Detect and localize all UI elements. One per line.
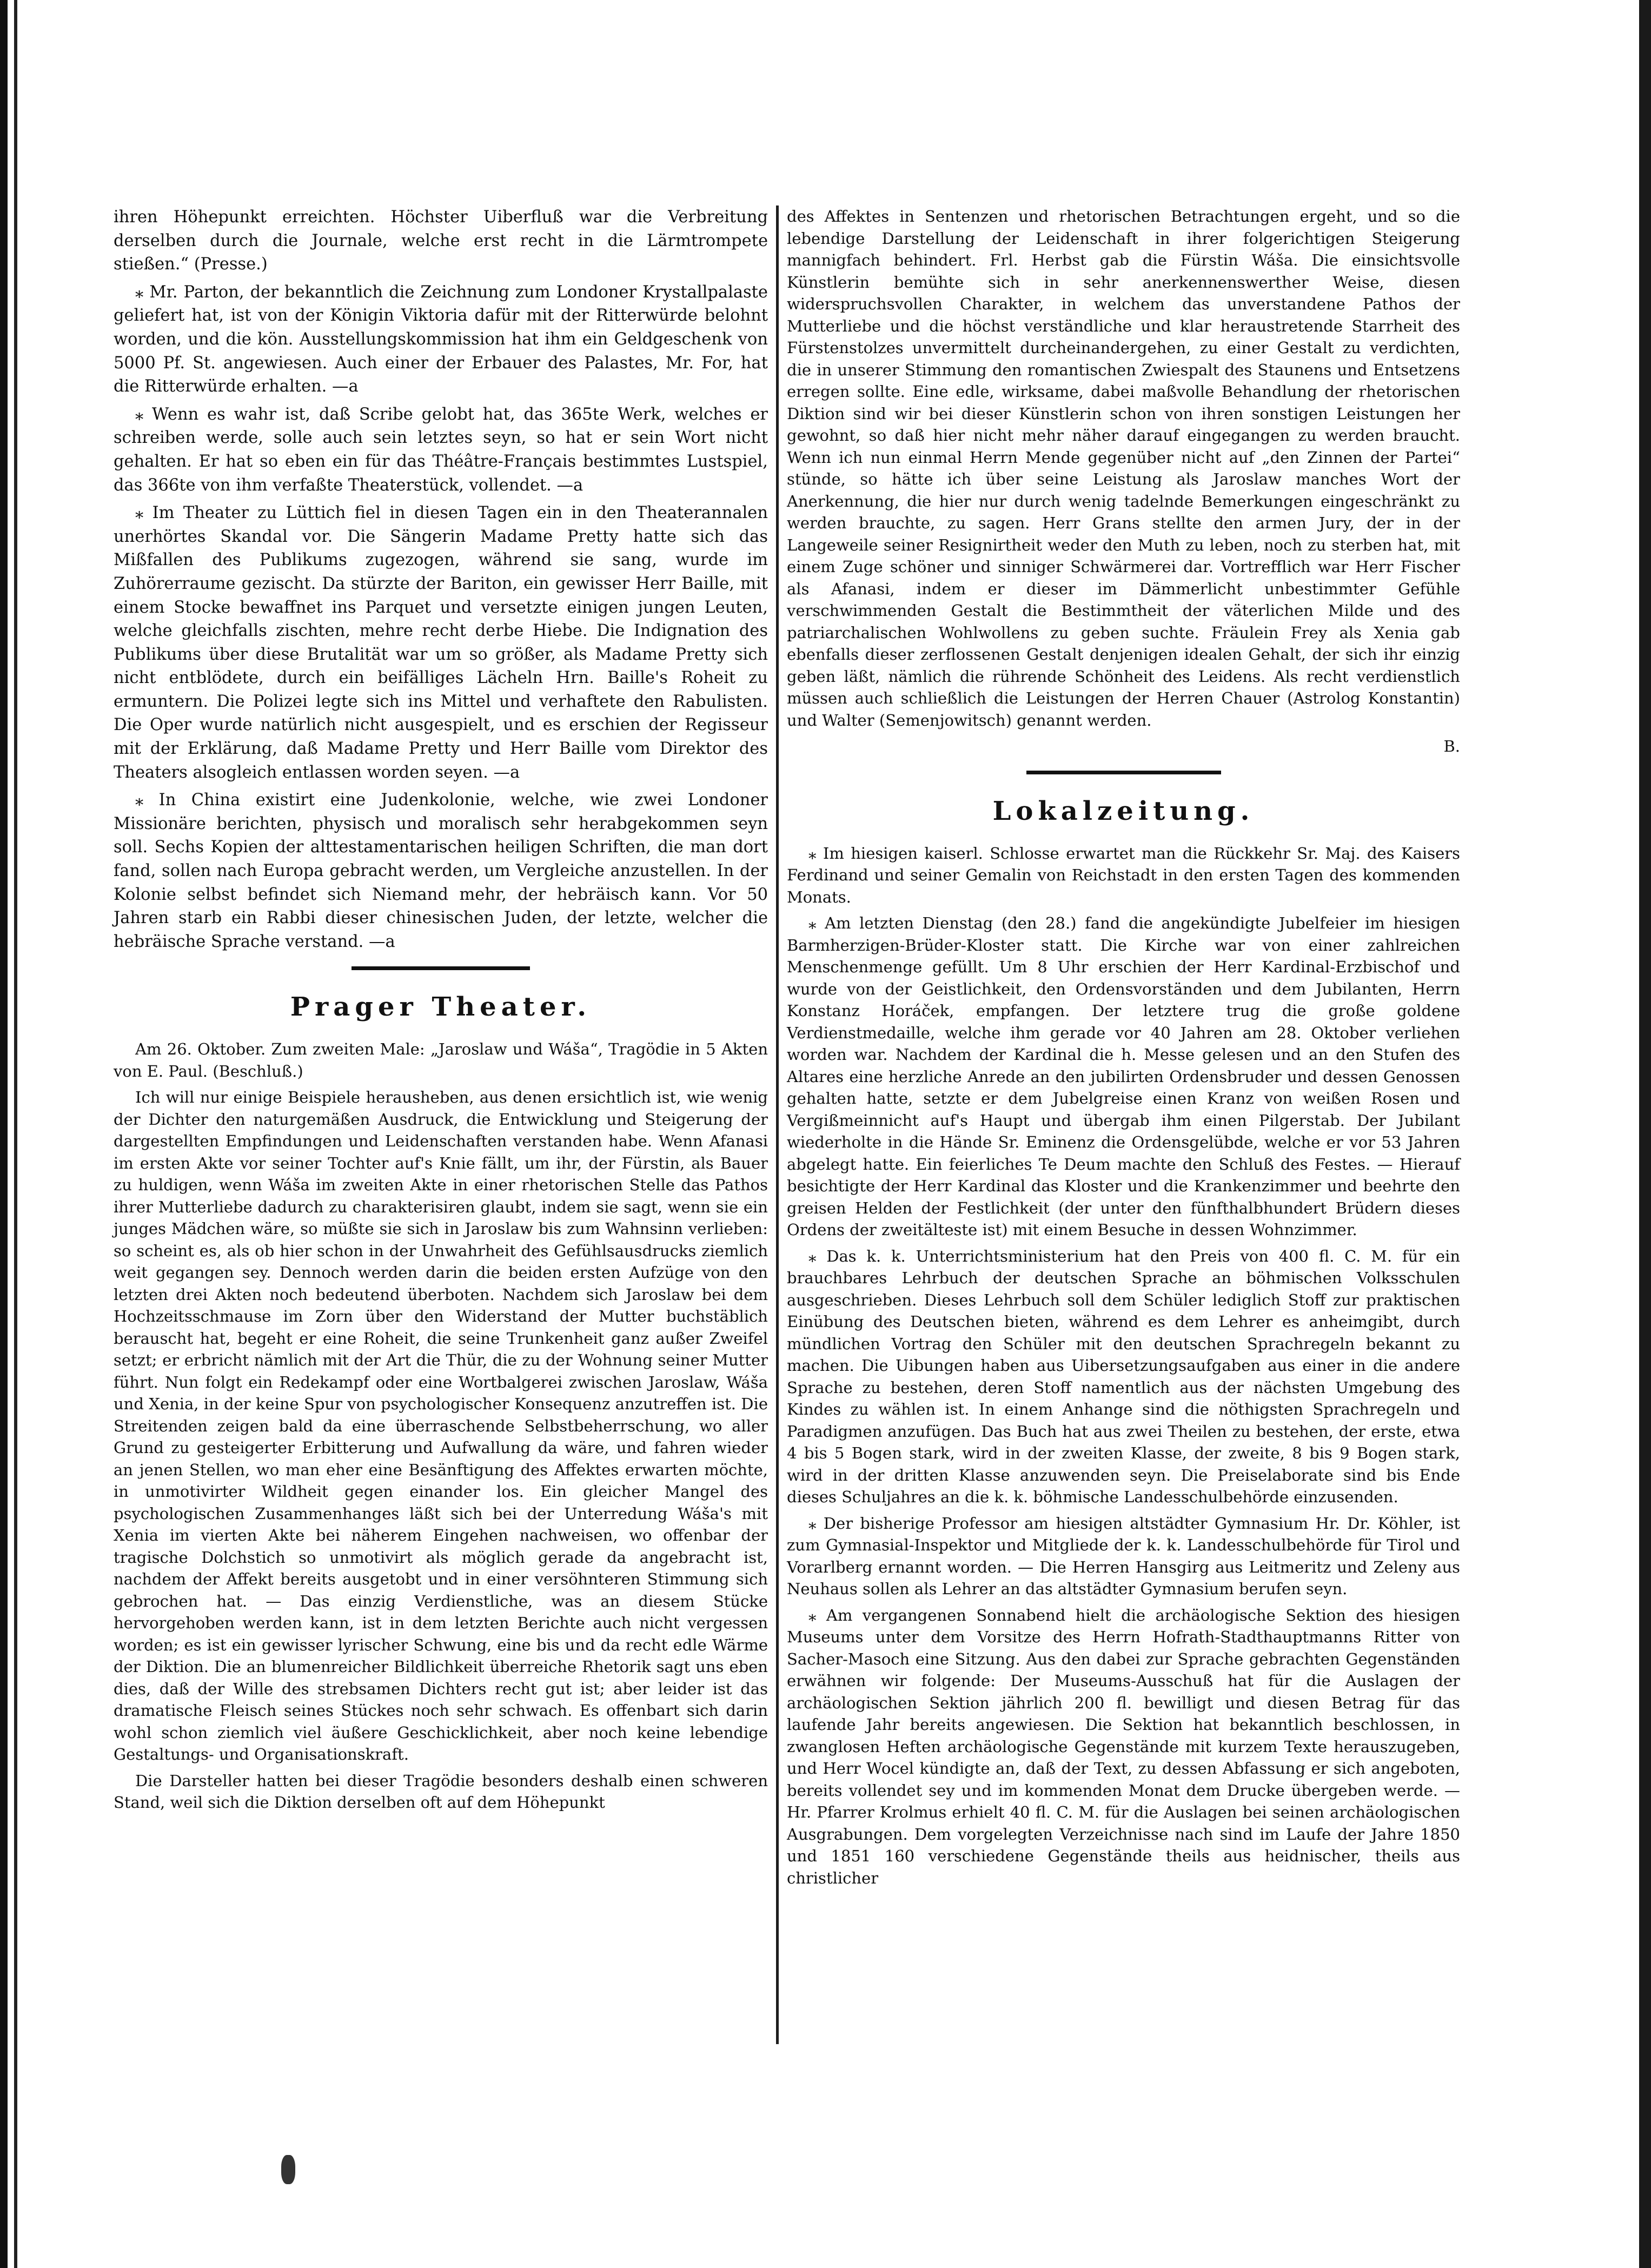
local-news-item: ⁎ Am letzten Dienstag (den 28.) fand die angekündigte Jubelfeier im hiesigen Barmherzigen-Brüder-Kloster statt. Die Kirche war von einer zahlreichen Menschenmenge gefüllt. Um 8 Uhr erschien der Herr Kardinal-Erzbischof und wurde von der Geistlichkeit, den Ordensvorständen und dem Jubilanten, Herrn Konstanz Horáček, empfangen. Der letztere trug die große goldene Verdienstmedaille, welche ihm gerade vor 40 Jahren am 28. Oktober verliehen worden war. Nachdem der Kardinal die h. Messe gelesen und an den Stufen des Altares eine herzliche Anrede an den jubilirten Ordensbruder und dessen Genossen gehalten hatte, setzte er dem Jubelgreise einen Kranz von weißen Rosen und Vergißmeinnicht auf's Haupt und übergab ihm einen Pilgerstab. Der Jubilant wiederholte in die Hände Sr. Eminenz die Ordensgelübde, welche er vor 53 Jahren abgelegt hatte. Ein feierliches Te Deum machte den Schluß des Festes. — Hierauf besichtigte der Herr Kardinal das Kloster und die Krankenzimmer und beehrte den greisen Helden der Festlichkeit (der unter den fünfthalbhundert Brüdern dieses Ordens der zweitälteste ist) mit einem Besuche in dessen Wohnzimmer. [787, 914, 1460, 1239]
section-title-prager-theater: Prager Theater. [290, 992, 592, 1023]
local-news-item: ⁎ Im hiesigen kaiserl. Schlosse erwartet man die Rückkehr Sr. Maj. des Kaisers Ferdinand und seiner Gemalin von Reichstadt in den ersten Tagen des kommenden Monats. [787, 844, 1460, 906]
scan-edge-left [0, 0, 8, 2268]
section-title-lokalzeitung: Lokalzeitung. [992, 795, 1255, 826]
local-news-item: ⁎ Das k. k. Unterrichtsministerium hat den Preis von 400 fl. C. M. für ein brauchbares Lehrbuch der deutschen Sprache an böhmischen Volksschulen ausgeschrieben. Dieses Lehrbuch soll dem Schüler lediglich Stoff zur praktischen Einübung des Deutschen bieten, während es dem Lehrer es anheimgibt, durch mündlichen Vortrag den Schüler mit den deutschen Sprachregeln bekannt zu machen. Die Uibungen haben aus Uibersetzungsaufgaben aus einer in die andere Sprache zu bestehen, deren Stoff namentlich aus der nächsten Umgebung des Kindes zu wählen ist. In einem Anhange sind die nöthigsten Sprachregeln und Paradigmen anzufügen. Das Buch hat aus zwei Theilen zu bestehen, der erste, etwa 4 bis 5 Bogen stark, wird in der zweiten Klasse, der zweite, 8 bis 9 Bogen stark, wird in der dritten Klasse anzuwenden seyn. Die Preiselaborate sind bis Ende dieses Schuljahres an die k. k. böhmische Landesschulbehörde einzusenden. [787, 1246, 1460, 1506]
theater-paragraph: Ich will nur einige Beispiele herausheben, aus denen ersichtlich ist, wie wenig der Dichter den naturgemäßen Ausdruck, die Entwicklung und Steigerung der dargestellten Empfindungen und Leidenschaften verstanden habe. Wenn Afanasi im ersten Akte vor seiner Tochter auf's Knie fällt, um ihr, der Fürstin, als Bauer zu huldigen, wenn Wáša im zweiten Akte in einer rhetorischen Stelle das Pathos ihrer Mutterliebe dadurch zu charakterisiren glaubt, indem sie sagt, wenn sie ein junges Mädchen wäre, so müßte sie sich in Jaroslaw bis zum Wahnsinn verlieben: so scheint es, als ob hier schon in der Unwahrheit des Gefühlsausdrucks ziemlich weit gegangen sey. Dennoch werden darin die beiden ersten Aufzüge von den letzten drei Akten noch bedeutend überboten. Nachdem sich Jaroslaw bei dem Hochzeitsschmause im Zorn über den Widerstand der Mutter buchstäblich berauscht hat, begeht er eine Roheit, die seine Trunkenheit ganz außer Zweifel setzt; er erbricht nämlich mit der Art die Thür, die zu der Wohnung seiner Mutter führt. Nun folgt ein Redekampf oder eine Wortbalgerei zwischen Jaroslaw, Wáša und Xenia, in der keine Spur von psychologischer Konsequenz anzutreffen ist. Die Streitenden zeigen bald da eine überraschende Selbstbeherrschung, wo aller Grund zu gesteigerter Erbitterung und Aufwallung da wäre, und fahren wieder an jenen Stellen, wo man eher eine Besänftigung des Affektes erwarten möchte, in unmotivirter Wildheit gegen einander los. Ein gleicher Mangel des psychologischen Zusammenhanges läßt sich bei der Unterredung Wáša's mit Xenia im vierten Akte bei näherem Eingehen nachweisen, wo offenbar der tragische Dolchstich so unmotivirt als möglich gerade da angebracht ist, nachdem der Affekt bereits ausgetobt und in einer versöhnteren Stimmung sich gebrochen hat. — Das einzig Verdienstliche, was an diesem Stücke hervorgehoben werden kann, ist in dem letzten Berichte auch nicht vergessen worden; es ist ein gewisser lyrischer Schwung, eine bis und da recht edle Wärme der Diktion. Die an blumenreicher Bildlichkeit überreiche Rhetorik sagt uns eben dies, daß der Wille des strebsamen Dichters recht gut ist; aber leider ist das dramatische Fleisch seines Stückes noch sehr schwach. Es offenbart sich darin wohl schon ziemlich viel äußere Geschicklichkeit, aber noch keine lebendige Gestaltungs- und Organisationskraft. [114, 1088, 768, 1764]
article-paragraph: ⁎ Wenn es wahr ist, daß Scribe gelobt hat, das 365te Werk, welches er schreiben werde, solle auch sein letztes seyn, so hat er sein Wort nicht gehalten. Er hat so eben ein für das Théâtre-Français bestimmtes Lustspiel, das 366te von ihm verfaßte Theaterstück, vollendet. —a [114, 404, 768, 495]
theater-intro: Am 26. Oktober. Zum zweiten Male: „Jaroslaw und Wáša“, Tragödie in 5 Akten von E. Paul. (Beschluß.) [114, 1040, 768, 1080]
scan-edge-left-inner [14, 0, 17, 2268]
theater-continuation: des Affektes in Sentenzen und rhetorischen Betrachtungen ergeht, und so die lebendige Darstellung der Leidenschaft in ihrer folgerichtigen Steigerung mannigfach behindert. Frl. Herbst gab die Fürstin Wáša. Die einsichtsvolle Künstlerin bemühte sich in sehr anerkennenswerther Weise, diesen widerspruchsvollen Charakter, in welchem das unverstandene Pathos der Mutterliebe und die höchst verständliche und klar heraustretende Starrheit des Fürstenstolzes unvermittelt durcheinandergehen, zu einer Gestalt zu verdichten, die in unserer Stimmung den romantischen Zwiespalt des Staunens und Entsetzens erregen sollte. Eine edle, wirksame, dabei maßvolle Behandlung der rhetorischen Diktion sind wir bei dieser Künstlerin schon von ihren sonstigen Leistungen her gewohnt, so daß hier nicht mehr näher darauf eingegangen zu werden braucht. Wenn ich nun einmal Herrn Mende gegenüber nicht auf „den Zinnen der Partei“ stünde, so hätte ich über seine Leistung als Jaroslaw manches Wort der Anerkennung, die hier nur durch wenig tadelnde Bemerkungen eingeschränkt zu werden brauchte, zu sagen. Herr Grans stellte den armen Jury, der in der Langeweile seiner Resignirtheit weder den Muth zu leben, noch zu sterben hat, mit einem Zuge schöner und sinniger Schwärmerei dar. Vortrefflich war Herr Fischer als Afanasi, indem er dieser im Dämmerlicht unbestimmter Gefühle verschwimmenden Gestalt die Bestimmtheit der väterlichen Milde und des patriarchalischen Wohlwollens zu geben suchte. Fräulein Frey als Xenia gab ebenfalls dieser zerflossenen Gestalt denjenigen idealen Gehalt, der sich ihr einzig geben läßt, nämlich die rührende Schönheit des Leidens. Als recht verdienstlich müssen auch schließlich die Leistungen der Herren Chauer (Astrolog Konstantin) und Walter (Semenjowitsch) genannt werden. [787, 207, 1460, 730]
section-divider [1026, 771, 1221, 774]
ink-mark [281, 2155, 295, 2184]
article-paragraph: ⁎ In China existirt eine Judenkolonie, welche, wie zwei Londoner Missionäre berichten, physisch und moralisch sehr herabgekommen seyn soll. Sechs Kopien der alttestamentarischen heiligen Schriften, die man dort fand, sollen nach Europa gebracht werden, um Vergleiche anzustellen. In der Kolonie selbst befindet sich Niemand mehr, der hebräisch kann. Vor 50 Jahren starb ein Rabbi dieser chinesischen Juden, der letzte, welcher die hebräische Sprache verstand. —a [114, 791, 768, 951]
right-column [787, 205, 1460, 1893]
left-column [114, 205, 768, 1818]
article-paragraph: ⁎ Im Theater zu Lüttich fiel in diesen Tagen ein in den Theaterannalen unerhörtes Skandal vor. Die Sängerin Madame Pretty hatte sich das Mißfallen des Publikums zugezogen, während sie sang, wurde im Zuhörerraume gezischt. Da stürzte der Bariton, ein gewisser Herr Baille, mit einem Stocke bewaffnet ins Parquet und versetzte einigen jungen Leuten, welche gleichfalls zischten, mehre recht derbe Hiebe. Die Indignation des Publikums über diese Brutalität war um so größer, als Madame Pretty sich nicht entblödete, durch ein beifälliges Lächeln Hrn. Baille's Roheit zu ermuntern. Die Polizei legte sich ins Mittel und verhaftete den Rabulisten. Die Oper wurde natürlich nicht ausgespielt, und es erschien der Regisseur mit der Erklärung, daß Madame Pretty und Herr Baille vom Direktor des Theaters alsogleich entlassen worden seyen. —a [114, 503, 768, 782]
column-divider [776, 205, 779, 2044]
theater-paragraph: Die Darsteller hatten bei dieser Tragödie besonders deshalb einen schweren Stand, weil sich die Diktion derselben oft auf dem Höhepunkt [114, 1771, 768, 1812]
article-paragraph: ihren Höhepunkt erreichten. Höchster Uiberfluß war die Verbreitung derselben durch die Journale, welche erst recht in die Lärmtrompete stießen.“ (Presse.) [114, 208, 768, 274]
author-signature: B. [1443, 737, 1460, 755]
article-paragraph: ⁎ Mr. Parton, der bekanntlich die Zeichnung zum Londoner Krystallpalaste geliefert hat, ist von der Königin Viktoria dafür mit der Ritterwürde belohnt worden, und die kön. Ausstellungskommission hat ihm ein Geldgeschenk von 5000 Pf. St. angewiesen. Auch einer der Erbauer des Palastes, Mr. For, hat die Ritterwürde erhalten. —a [114, 282, 768, 396]
local-news-item: ⁎ Der bisherige Professor am hiesigen altstädter Gymnasium Hr. Dr. Köhler, ist zum Gymnasial-Inspektor und Mitgliede der k. k. Landesschulbehörde für Tirol und Vorarlberg ernannt worden. — Die Herren Hansgirg aus Leitmeritz und Zeleny aus Neuhaus sollen als Lehrer an das altstädter Gymnasium berufen seyn. [787, 1514, 1460, 1598]
section-divider [352, 966, 530, 970]
scan-edge-right [1639, 0, 1651, 2268]
local-news-item: ⁎ Am vergangenen Sonnabend hielt die archäologische Sektion des hiesigen Museums unter dem Vorsitze des Herrn Hofrath-Stadthauptmanns Ritter von Sacher-Masoch eine Sitzung. Aus den dabei zur Sprache gebrachten Gegenständen erwähnen wir folgende: Der Museums-Ausschuß hat für die Auslagen der archäologischen Sektion jährlich 200 fl. bewilligt und diesen Betrag für das laufende Jahr bereits angewiesen. Die Sektion hat bekanntlich beschlossen, in zwanglosen Heften archäologische Gegenstände mit kurzem Texte herauszugeben, und Herr Wocel kündigte an, daß der Text, zu dessen Abfassung er sich angeboten, bereits vollendet sey und im kommenden Monat dem Drucke übergeben werde. — Hr. Pfarrer Krolmus erhielt 40 fl. C. M. für die Auslagen bei seinen archäologischen Ausgrabungen. Dem vorgelegten Verzeichnisse nach sind im Laufe der Jahre 1850 und 1851 160 verschiedene Gegenstände theils aus heidnischer, theils aus christlicher [787, 1606, 1460, 1887]
